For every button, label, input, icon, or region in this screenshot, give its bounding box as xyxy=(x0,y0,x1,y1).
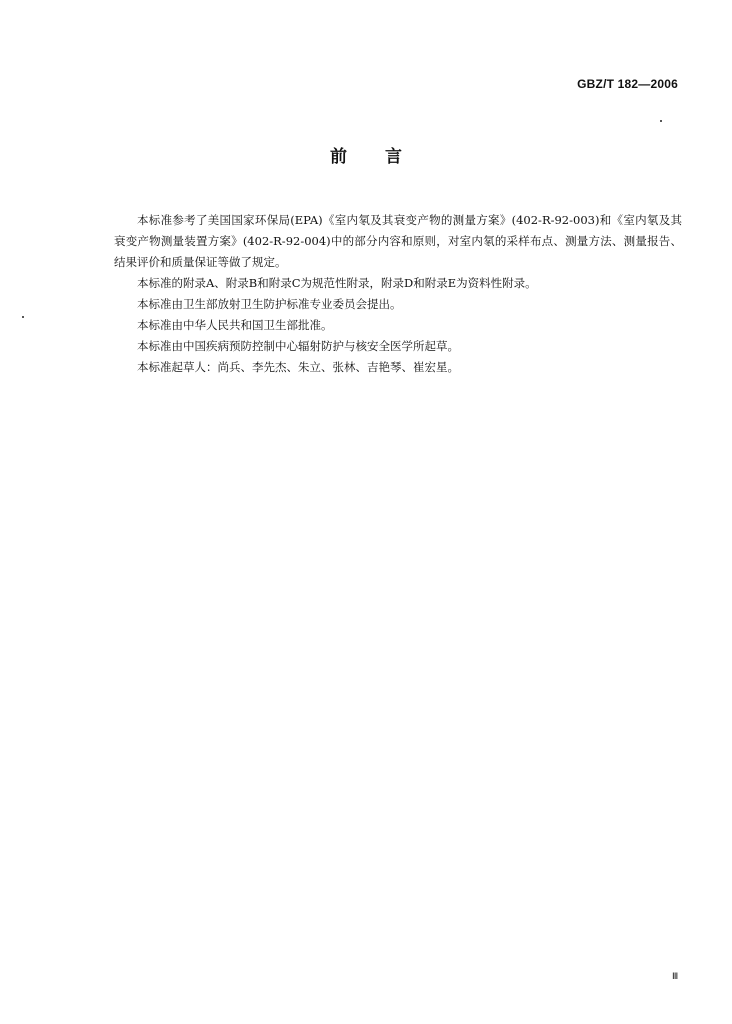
page-number: Ⅲ xyxy=(672,971,679,981)
paragraph-approver: 本标准由中华人民共和国卫生部批准。 xyxy=(137,318,333,332)
scan-speck xyxy=(660,120,662,122)
body-text xyxy=(114,210,682,378)
paragraph-reference: 本标准参考了美国国家环保局(EPA)《室内氡及其衰变产物的测量方案》(402-R-92-003)和《室内氡及其衰变产物测量装置方案》(402-R-92-004)中的部分内容和原则，对室内氡的采样布点、测量方法、测量报告、结果评价和质量保证等做了规定。 xyxy=(114,213,682,269)
paragraph-drafter-org: 本标准由中国疾病预防控制中心辐射防护与核安全医学所起草。 xyxy=(137,339,459,353)
paragraph-drafters: 本标准起草人：尚兵、李先杰、朱立、张林、吉艳琴、崔宏星。 xyxy=(137,360,459,374)
page-title: 前言 xyxy=(330,147,440,167)
paragraph-appendices: 本标准的附录A、附录B和附录C为规范性附录，附录D和附录E为资料性附录。 xyxy=(137,276,537,290)
standard-code: GBZ/T 182—2006 xyxy=(577,77,678,91)
scan-speck xyxy=(22,316,24,318)
paragraph-proposer: 本标准由卫生部放射卫生防护标准专业委员会提出。 xyxy=(137,297,402,311)
